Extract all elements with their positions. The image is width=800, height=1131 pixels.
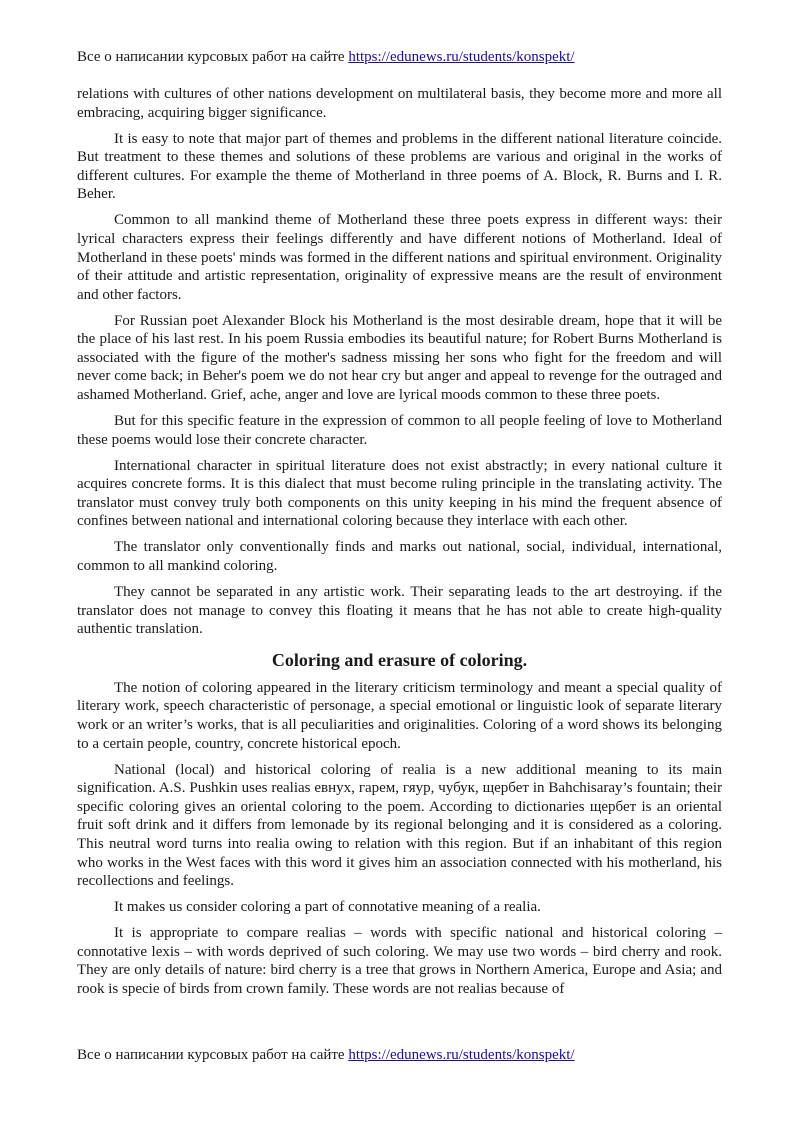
- header-text: Все о написании курсовых работ на сайте: [77, 49, 349, 65]
- document-body: [77, 85, 722, 1006]
- paragraph: It is easy to note that major part of themes and problems in the different national literature coincide. But treatment to these themes and solutions of these problems are various and original in the works of different cultures. For example the theme of Motherland in three poems of A. Block, R. Burns and I. R. Beher.: [77, 130, 722, 203]
- paragraph: National (local) and historical coloring of realia is a new additional meaning to its main signification. A.S. Pushkin uses realias евнух, гарем, гяур, чубук, щербет in Bahchisaray’s fountain; their specific coloring gives an oriental coloring to the poem. According to dictionaries щербет is an oriental fruit soft drink and it differs from lemonade by its regional belonging and it is considered as a coloring. This neutral word turns into realia owing to relation with this region. But if an inhabitant of this region who works in the West faces with this word it gives him an association connected with his motherland, his recollections and feelings.: [77, 761, 722, 890]
- page-footer: [77, 1046, 575, 1064]
- paragraph: It makes us consider coloring a part of connotative meaning of a realia.: [114, 899, 541, 916]
- page-header: [77, 48, 575, 66]
- footer-link[interactable]: https://edunews.ru/students/konspekt/: [348, 1047, 575, 1063]
- paragraph: The notion of coloring appeared in the literary criticism terminology and meant a special quality of literary work, speech characteristic of personage, a special emotional or linguistic look of separate literary work or an writer’s works, that is all peculiarities and originalities. Coloring of a word shows its belonging to a certain people, country, concrete historical epoch.: [77, 679, 722, 752]
- paragraph: relations with cultures of other nations development on multilateral basis, they become more and more all embracing, acquiring bigger significance.: [77, 86, 722, 121]
- paragraph: They cannot be separated in any artistic work. Their separating leads to the art destroying. if the translator does not manage to convey this floating it means that he has not able to create high-quality authentic translation.: [77, 583, 722, 638]
- paragraph: But for this specific feature in the expression of common to all people feeling of love to Motherland these poems would lose their concrete character.: [77, 413, 722, 448]
- paragraph: For Russian poet Alexander Block his Motherland is the most desirable dream, hope that it will be the place of his last rest. In his poem Russia embodies its beautiful nature; for Robert Burns Motherland is associated with the figure of the mother's sadness missing her sons who fight for the freedom and will never come back; in Beher's poem we do not hear cry but anger and appeal to revenge for the outraged and ashamed Motherland. Grief, ache, anger and love are lyrical moods common to these three poets.: [77, 312, 722, 404]
- footer-text: Все о написании курсовых работ на сайте: [77, 1047, 349, 1063]
- paragraph: Common to all mankind theme of Motherland these three poets express in different ways: their lyrical characters express their feelings differently and have different notions of Motherland. Ideal of Motherland in these poets' minds was formed in the different nations and spiritual environment. Originality of their attitude and artistic representation, originality of expressive means are the result of environment and other factors.: [77, 212, 722, 303]
- paragraph: International character in spiritual literature does not exist abstractly; in every national culture it acquires concrete forms. It is this dialect that must become ruling principle in the translating activity. The translator must convey truly both components on this unity keeping in his mind the frequent absence of confines between national and international coloring because they interlace with each other.: [77, 457, 722, 530]
- section-heading: Coloring and erasure of coloring.: [271, 649, 528, 670]
- paragraph: The translator only conventionally finds and marks out national, social, individual, international, common to all mankind coloring.: [77, 539, 722, 574]
- header-link[interactable]: https://edunews.ru/students/konspekt/: [348, 49, 575, 65]
- paragraph: It is appropriate to compare realias – words with specific national and historical coloring – connotative lexis – with words deprived of such coloring. We may use two words – bird cherry and rook. They are only details of nature: bird cherry is a tree that grows in Northern America, Europe and Asia; and rook is specie of birds from crown family. These words are not realias because of: [77, 925, 722, 997]
